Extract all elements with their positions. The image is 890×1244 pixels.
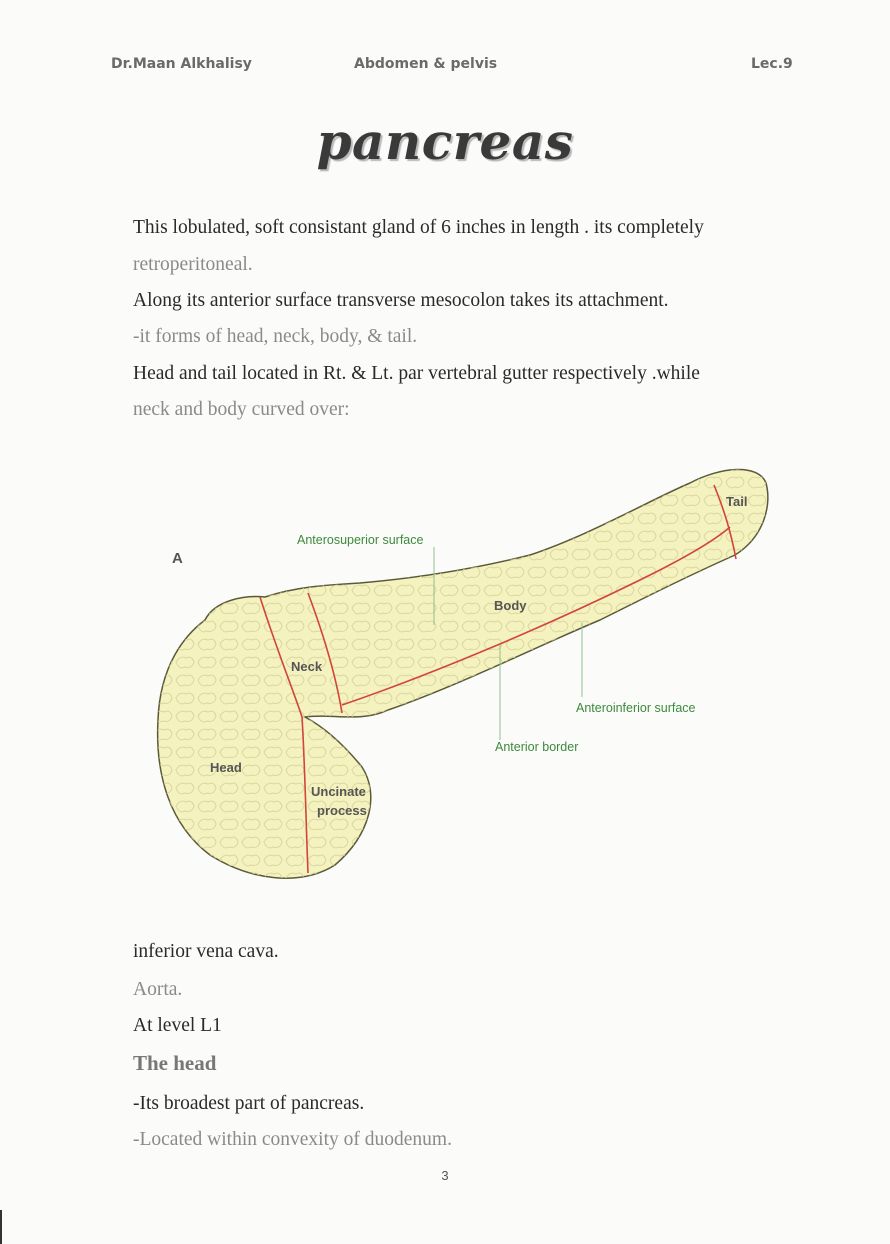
paragraph-line-5: Head and tail located in Rt. & Lt. par vertebral gutter respectively .while — [133, 363, 700, 384]
neck-label: Neck — [291, 659, 323, 674]
header-course: Abdomen & pelvis — [354, 56, 498, 72]
body-label: Body — [494, 598, 527, 613]
paragraph-line-6: neck and body curved over: — [133, 399, 350, 420]
after-line-5: -Located within convexity of duodenum. — [133, 1129, 452, 1150]
page-number: 3 — [441, 1168, 449, 1183]
after-line-3: At level L1 — [133, 1015, 222, 1036]
tail-label: Tail — [726, 494, 748, 509]
page-title: pancreas — [316, 112, 574, 171]
pancreas-diagram — [130, 455, 780, 895]
after-line-4: -Its broadest part of pancreas. — [133, 1093, 365, 1114]
anterosuperior-label: Anterosuperior surface — [297, 533, 424, 547]
scan-edge-mark — [0, 1210, 2, 1244]
after-line-1: inferior vena cava. — [133, 941, 279, 962]
header-lecture: Lec.9 — [751, 56, 793, 72]
uncinate-label-line2: process — [317, 803, 367, 818]
paragraph-line-1: This lobulated, soft consistant gland of 6 inches in length . its completely — [133, 217, 704, 238]
head-label: Head — [210, 760, 242, 775]
paragraph-line-2: retroperitoneal. — [133, 254, 253, 275]
paragraph-line-4: -it forms of head, neck, body, & tail. — [133, 326, 418, 347]
paragraph-line-3: Along its anterior surface transverse mesocolon takes its attachment. — [133, 290, 669, 311]
anteroinferior-label: Anteroinferior surface — [576, 701, 696, 715]
section-heading-head: The head — [133, 1051, 217, 1075]
after-line-2: Aorta. — [133, 979, 183, 1000]
panel-letter-label: A — [172, 550, 183, 567]
uncinate-label-line1: Uncinate — [311, 784, 366, 799]
header-author: Dr.Maan Alkhalisy — [111, 56, 252, 72]
anterior-border-label: Anterior border — [495, 740, 579, 754]
